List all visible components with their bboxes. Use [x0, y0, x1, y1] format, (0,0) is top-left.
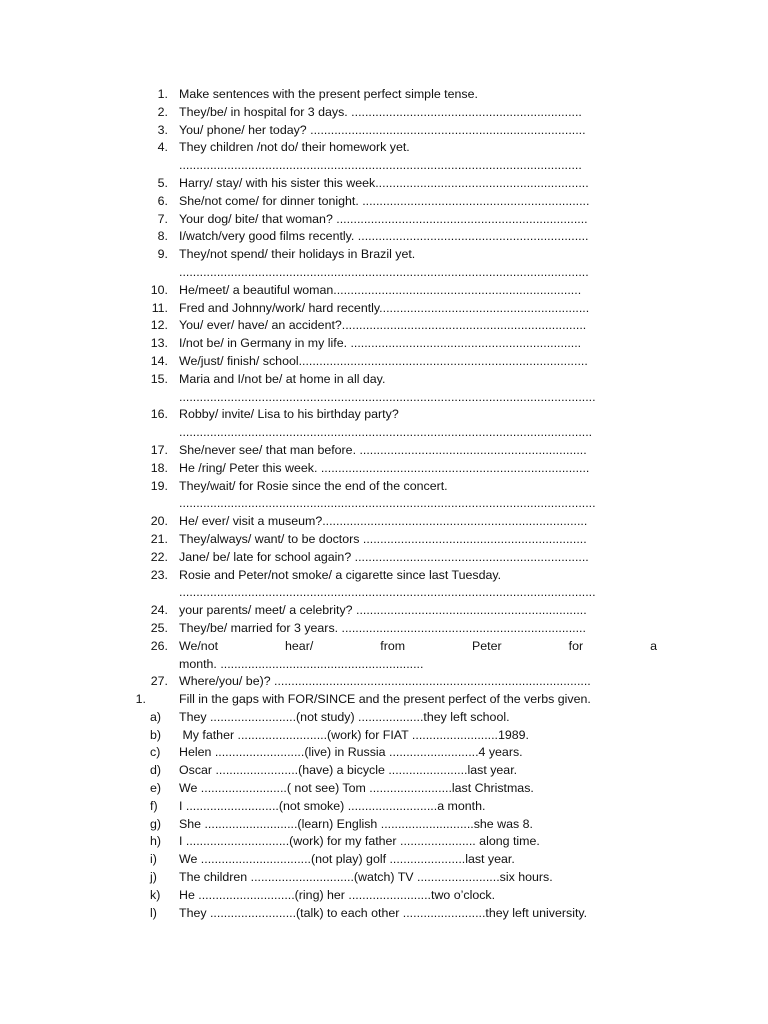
item-letter: i)	[150, 852, 157, 867]
item-26-words	[179, 638, 657, 656]
item-text: You/ phone/ her today? ................................................................................	[179, 122, 586, 137]
exercise-1-instruction-line	[0, 86, 768, 104]
list-item	[0, 282, 768, 300]
list-item	[0, 513, 768, 531]
list-item	[0, 353, 768, 371]
item-text: She/never see/ that man before. ..................................................................	[179, 442, 587, 457]
item-text: He/meet/ a beautiful woman........................................................................	[179, 282, 582, 297]
item-letter: e)	[150, 781, 162, 796]
item-text: They/always/ want/ to be doctors .................................................................	[179, 531, 587, 546]
item-number: 27.	[150, 674, 168, 689]
item-letter: a)	[150, 709, 162, 724]
item-26-word: a	[650, 638, 657, 653]
item-text: your parents/ meet/ a celebrity? ...................................................................	[179, 603, 587, 618]
list-item	[0, 122, 768, 140]
answer-dots: .....................................................................................................................	[179, 158, 582, 173]
item-number: 20.	[150, 514, 168, 529]
list-item	[0, 549, 768, 567]
gap-fill-item	[0, 798, 768, 816]
item-letter: d)	[150, 763, 162, 778]
item-text: My father ..........................(work) for FIAT .........................1989.	[179, 727, 530, 742]
gap-fill-item	[0, 816, 768, 834]
item-text: They/be/ married for 3 years. .......................................................................	[179, 620, 586, 635]
item-text: Fred and Johnny/work/ hard recently.............................................................	[179, 300, 590, 315]
item-text: Your dog/ bite/ that woman? .........................................................................	[179, 211, 588, 226]
item-number: 24.	[150, 603, 168, 618]
list-item	[0, 228, 768, 246]
item-text: They .........................(not study) ...................they left school.	[179, 709, 510, 724]
list-item	[0, 246, 768, 264]
gap-fill-item	[0, 869, 768, 887]
item-text: He/ ever/ visit a museum?.............................................................................	[179, 514, 588, 529]
item-26	[0, 638, 768, 656]
item-number: 22.	[150, 549, 168, 564]
item-number: 17.	[150, 442, 168, 457]
list-item	[0, 371, 768, 389]
item-text: Helen ..........................(live) in Russia ..........................4 years.	[179, 745, 523, 760]
answer-dots: .........................................................................................................................	[179, 389, 596, 404]
item-number: 23.	[150, 567, 168, 582]
item-number: 19.	[150, 478, 168, 493]
item-text: They/wait/ for Rosie since the end of the concert.	[179, 478, 448, 493]
item-letter: g)	[150, 816, 162, 831]
item-text: I ...........................(not smoke) ..........................a month.	[179, 798, 486, 813]
item-continuation	[0, 495, 768, 513]
item-text: We ................................(not play) golf ......................last year.	[179, 852, 515, 867]
item-26-word: for	[568, 638, 584, 653]
exercise-1-instruction: Make sentences with the present perfect simple tense.	[179, 87, 478, 101]
item-number: 18.	[150, 460, 168, 475]
exercise-2	[0, 691, 768, 922]
item-number: 8.	[157, 229, 168, 244]
exercise-2-instruction-line	[0, 691, 768, 709]
item-text: I ..............................(work) for my father ...................... along time.	[179, 834, 540, 849]
item-letter: l)	[150, 905, 157, 920]
item-number: 6.	[157, 193, 168, 208]
item-26-word: We/not	[179, 638, 219, 653]
item-number: 1.	[157, 87, 168, 101]
gap-fill-item	[0, 905, 768, 923]
exercise-1-items	[0, 104, 768, 638]
item-number: 21.	[150, 531, 168, 546]
item-text: Where/you/ be)? ............................................................................................	[179, 674, 591, 689]
list-item	[0, 460, 768, 478]
exercise-2-items	[0, 709, 768, 923]
item-continuation	[0, 424, 768, 442]
item-text: Rosie and Peter/not smoke/ a cigarette since last Tuesday.	[179, 567, 502, 582]
item-letter: f)	[150, 798, 158, 813]
item-number: 9.	[157, 247, 168, 262]
gap-fill-item	[0, 887, 768, 905]
answer-dots: .........................................................................................................................	[179, 496, 596, 511]
item-27	[0, 673, 768, 691]
list-item	[0, 442, 768, 460]
item-number: 12.	[150, 318, 168, 333]
item-26-word: Peter	[472, 638, 502, 653]
gap-fill-item	[0, 780, 768, 798]
answer-dots: .........................................................................................................................	[179, 585, 596, 600]
item-number: 26.	[150, 638, 168, 653]
exercise-2-number: 1.	[135, 692, 146, 707]
exercise-1	[0, 86, 768, 691]
item-number: 3.	[157, 122, 168, 137]
list-item	[0, 620, 768, 638]
list-item	[0, 211, 768, 229]
item-text: We/just/ finish/ school....................................................................................	[179, 353, 588, 368]
gap-fill-item	[0, 727, 768, 745]
list-item	[0, 317, 768, 335]
list-item	[0, 300, 768, 318]
list-item	[0, 335, 768, 353]
list-item	[0, 567, 768, 585]
list-item	[0, 175, 768, 193]
list-item	[0, 531, 768, 549]
item-number: 25.	[150, 620, 168, 635]
item-continuation	[0, 157, 768, 175]
item-text: They .........................(talk) to each other ........................they left university.	[179, 905, 588, 920]
answer-dots: month. ...........................................................	[179, 656, 424, 671]
item-text: Harry/ stay/ with his sister this week..............................................................	[179, 175, 589, 190]
item-number: 15.	[150, 371, 168, 386]
list-item	[0, 478, 768, 496]
item-text: You/ ever/ have/ an accident?.......................................................................	[179, 318, 587, 333]
item-number: 7.	[157, 211, 168, 226]
item-text: Oscar ........................(have) a bicycle .......................last year.	[179, 763, 518, 778]
list-item	[0, 139, 768, 157]
item-letter: c)	[150, 745, 161, 760]
item-number: 10.	[150, 282, 168, 297]
item-text: They children /not do/ their homework yet.	[179, 140, 410, 155]
item-continuation	[0, 389, 768, 407]
item-text: I/watch/very good films recently. ...................................................................	[179, 229, 589, 244]
item-letter: j)	[150, 870, 157, 885]
exercise-2-instruction: Fill in the gaps with FOR/SINCE and the present perfect of the verbs given.	[179, 692, 591, 707]
list-item	[0, 104, 768, 122]
worksheet-page	[0, 86, 768, 922]
item-text: Maria and I/not be/ at home in all day.	[179, 371, 386, 386]
item-text: They/not spend/ their holidays in Brazil yet.	[179, 247, 416, 262]
answer-dots: .......................................................................................................................	[179, 264, 589, 279]
item-number: 14.	[150, 353, 168, 368]
item-text: She ...........................(learn) English ...........................she was 8.	[179, 816, 533, 831]
item-continuation	[0, 584, 768, 602]
item-text: The children ..............................(watch) TV ........................six hours.	[179, 870, 553, 885]
gap-fill-item	[0, 744, 768, 762]
item-text: We .........................( not see) Tom ........................last Christmas.	[179, 781, 534, 796]
list-item	[0, 193, 768, 211]
item-text: Robby/ invite/ Lisa to his birthday party?	[179, 407, 399, 422]
item-letter: h)	[150, 834, 162, 849]
item-text: They/be/ in hospital for 3 days. ...................................................................	[179, 104, 582, 119]
item-number: 4.	[157, 140, 168, 155]
gap-fill-item	[0, 762, 768, 780]
item-26-word: from	[380, 638, 406, 653]
gap-fill-item	[0, 833, 768, 851]
item-number: 13.	[150, 336, 168, 351]
list-item	[0, 602, 768, 620]
item-26-word: hear/	[285, 638, 314, 653]
gap-fill-item	[0, 709, 768, 727]
item-letter: k)	[150, 887, 161, 902]
list-item	[0, 406, 768, 424]
gap-fill-item	[0, 851, 768, 869]
item-text: Jane/ be/ late for school again? ....................................................................	[179, 549, 589, 564]
item-continuation	[0, 264, 768, 282]
item-26-continuation	[0, 656, 768, 674]
item-number: 2.	[157, 104, 168, 119]
answer-dots: ........................................................................................................................	[179, 425, 593, 440]
item-number: 11.	[151, 300, 168, 315]
item-text: I/not be/ in Germany in my life. ...................................................................	[179, 336, 582, 351]
item-number: 16.	[150, 407, 168, 422]
item-letter: b)	[150, 727, 162, 742]
item-text: He ............................(ring) her ........................two o’clock.	[179, 887, 496, 902]
item-text: He /ring/ Peter this week. ..............................................................................	[179, 460, 590, 475]
item-text: She/not come/ for dinner tonight. ..................................................................	[179, 193, 590, 208]
item-number: 5.	[157, 175, 168, 190]
